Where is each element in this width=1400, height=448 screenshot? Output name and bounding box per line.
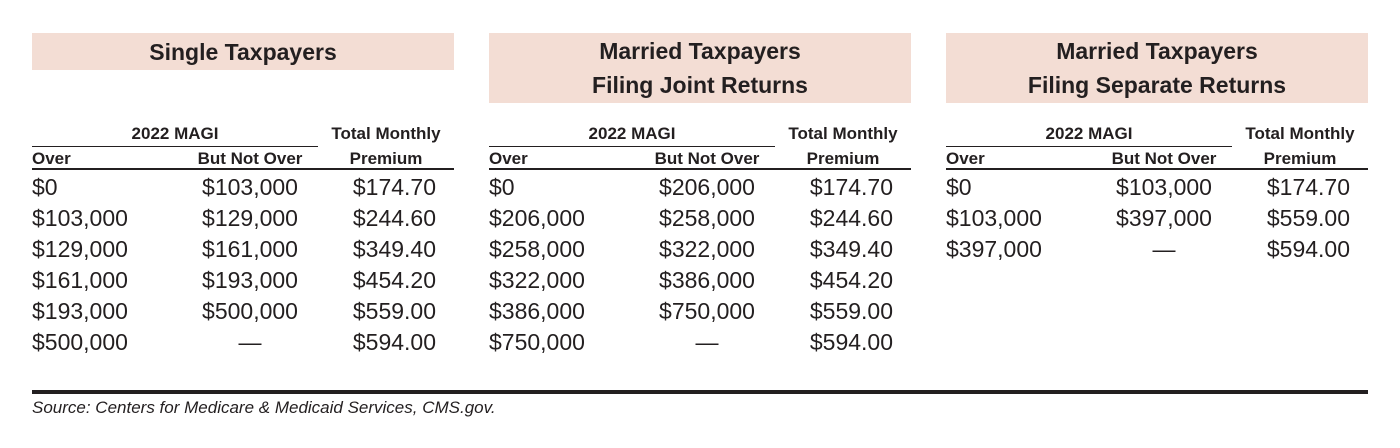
magi-header: 2022 MAGI bbox=[32, 122, 318, 147]
premium-cell: $244.60 bbox=[352, 205, 436, 231]
panel-title-line: Filing Separate Returns bbox=[1027, 72, 1287, 98]
premium-cell: $174.70 bbox=[1266, 174, 1350, 200]
premium-cell: $349.40 bbox=[352, 236, 436, 262]
but-not-over-cell: $103,000 bbox=[1116, 174, 1212, 200]
table-body bbox=[32, 172, 454, 358]
header-rule bbox=[32, 168, 454, 170]
premium-cell: $454.20 bbox=[809, 267, 893, 293]
but-not-over-cell: $161,000 bbox=[202, 236, 298, 262]
over-header: Over bbox=[489, 149, 528, 168]
table-row bbox=[489, 327, 911, 358]
column-headers bbox=[32, 122, 454, 174]
but-not-over-cell: — bbox=[238, 329, 262, 355]
but-not-over-cell: $500,000 bbox=[202, 298, 298, 324]
panel-title bbox=[489, 33, 911, 103]
over-header: Over bbox=[946, 149, 985, 168]
table-row bbox=[489, 172, 911, 203]
premium-cell: $594.00 bbox=[352, 329, 436, 355]
over-cell: $0 bbox=[32, 174, 58, 200]
but-not-over-cell: $258,000 bbox=[659, 205, 755, 231]
panel-married-separate bbox=[946, 33, 1368, 262]
table-row bbox=[946, 203, 1368, 234]
footer-rule bbox=[32, 390, 1368, 394]
over-cell: $750,000 bbox=[489, 329, 585, 355]
over-header: Over bbox=[32, 149, 71, 168]
over-cell: $500,000 bbox=[32, 329, 128, 355]
over-cell: $258,000 bbox=[489, 236, 585, 262]
header-rule bbox=[946, 168, 1368, 170]
premium-header: Premium bbox=[806, 149, 880, 168]
panel-title-line: Married Taxpayers bbox=[1056, 38, 1258, 64]
but-not-over-cell: $193,000 bbox=[202, 267, 298, 293]
premium-cell: $349.40 bbox=[809, 236, 893, 262]
panel-title-line: Single Taxpayers bbox=[149, 39, 337, 65]
column-headers bbox=[946, 122, 1368, 174]
premium-cell: $454.20 bbox=[352, 267, 436, 293]
table-row bbox=[32, 172, 454, 203]
header-rule bbox=[489, 168, 911, 170]
but-not-over-header: But Not Over bbox=[1111, 149, 1217, 168]
table-row bbox=[946, 172, 1368, 203]
but-not-over-header: But Not Over bbox=[654, 149, 760, 168]
over-cell: $386,000 bbox=[489, 298, 585, 324]
table-row bbox=[32, 203, 454, 234]
over-cell: $206,000 bbox=[489, 205, 585, 231]
table-row bbox=[489, 234, 911, 265]
but-not-over-cell: — bbox=[1152, 236, 1176, 262]
magi-header: 2022 MAGI bbox=[489, 122, 775, 147]
panel-title bbox=[946, 33, 1368, 103]
but-not-over-cell: $386,000 bbox=[659, 267, 755, 293]
premium-cell: $174.70 bbox=[352, 174, 436, 200]
table-row bbox=[32, 296, 454, 327]
over-cell: $322,000 bbox=[489, 267, 585, 293]
panel-married-joint bbox=[489, 33, 911, 355]
premium-cell: $244.60 bbox=[809, 205, 893, 231]
premium-cell: $559.00 bbox=[1266, 205, 1350, 231]
source-note: Source: Centers for Medicare & Medicaid Services, CMS.gov. bbox=[32, 398, 496, 417]
but-not-over-cell: $322,000 bbox=[659, 236, 755, 262]
table-row bbox=[32, 234, 454, 265]
premium-cell: $559.00 bbox=[809, 298, 893, 324]
total-monthly-header: Total Monthly bbox=[1245, 124, 1355, 143]
panel-single-taxpayers bbox=[32, 33, 454, 355]
magi-header: 2022 MAGI bbox=[946, 122, 1232, 147]
premium-header: Premium bbox=[349, 149, 423, 168]
over-cell: $193,000 bbox=[32, 298, 128, 324]
panel-title bbox=[32, 33, 454, 70]
panel-title-line: Filing Joint Returns bbox=[592, 72, 808, 98]
but-not-over-cell: $129,000 bbox=[202, 205, 298, 231]
but-not-over-cell: — bbox=[695, 329, 719, 355]
table-row bbox=[32, 265, 454, 296]
but-not-over-cell: $103,000 bbox=[202, 174, 298, 200]
over-cell: $161,000 bbox=[32, 267, 128, 293]
but-not-over-cell: $750,000 bbox=[659, 298, 755, 324]
table-row bbox=[489, 296, 911, 327]
over-cell: $103,000 bbox=[32, 205, 128, 231]
premium-header: Premium bbox=[1263, 149, 1337, 168]
over-cell: $0 bbox=[489, 174, 515, 200]
total-monthly-header: Total Monthly bbox=[788, 124, 898, 143]
over-cell: $103,000 bbox=[946, 205, 1042, 231]
table-row bbox=[32, 327, 454, 358]
panel-title-line: Married Taxpayers bbox=[599, 38, 801, 64]
but-not-over-cell: $397,000 bbox=[1116, 205, 1212, 231]
over-cell: $397,000 bbox=[946, 236, 1042, 262]
over-cell: $129,000 bbox=[32, 236, 128, 262]
table-row bbox=[489, 203, 911, 234]
premium-cell: $594.00 bbox=[809, 329, 893, 355]
table-body bbox=[489, 172, 911, 358]
over-cell: $0 bbox=[946, 174, 972, 200]
premium-cell: $594.00 bbox=[1266, 236, 1350, 262]
table-row bbox=[946, 234, 1368, 265]
premium-cell: $559.00 bbox=[352, 298, 436, 324]
but-not-over-header: But Not Over bbox=[197, 149, 303, 168]
column-headers bbox=[489, 122, 911, 174]
premium-cell: $174.70 bbox=[809, 174, 893, 200]
but-not-over-cell: $206,000 bbox=[659, 174, 755, 200]
table-row bbox=[489, 265, 911, 296]
total-monthly-header: Total Monthly bbox=[331, 124, 441, 143]
table-body bbox=[946, 172, 1368, 265]
